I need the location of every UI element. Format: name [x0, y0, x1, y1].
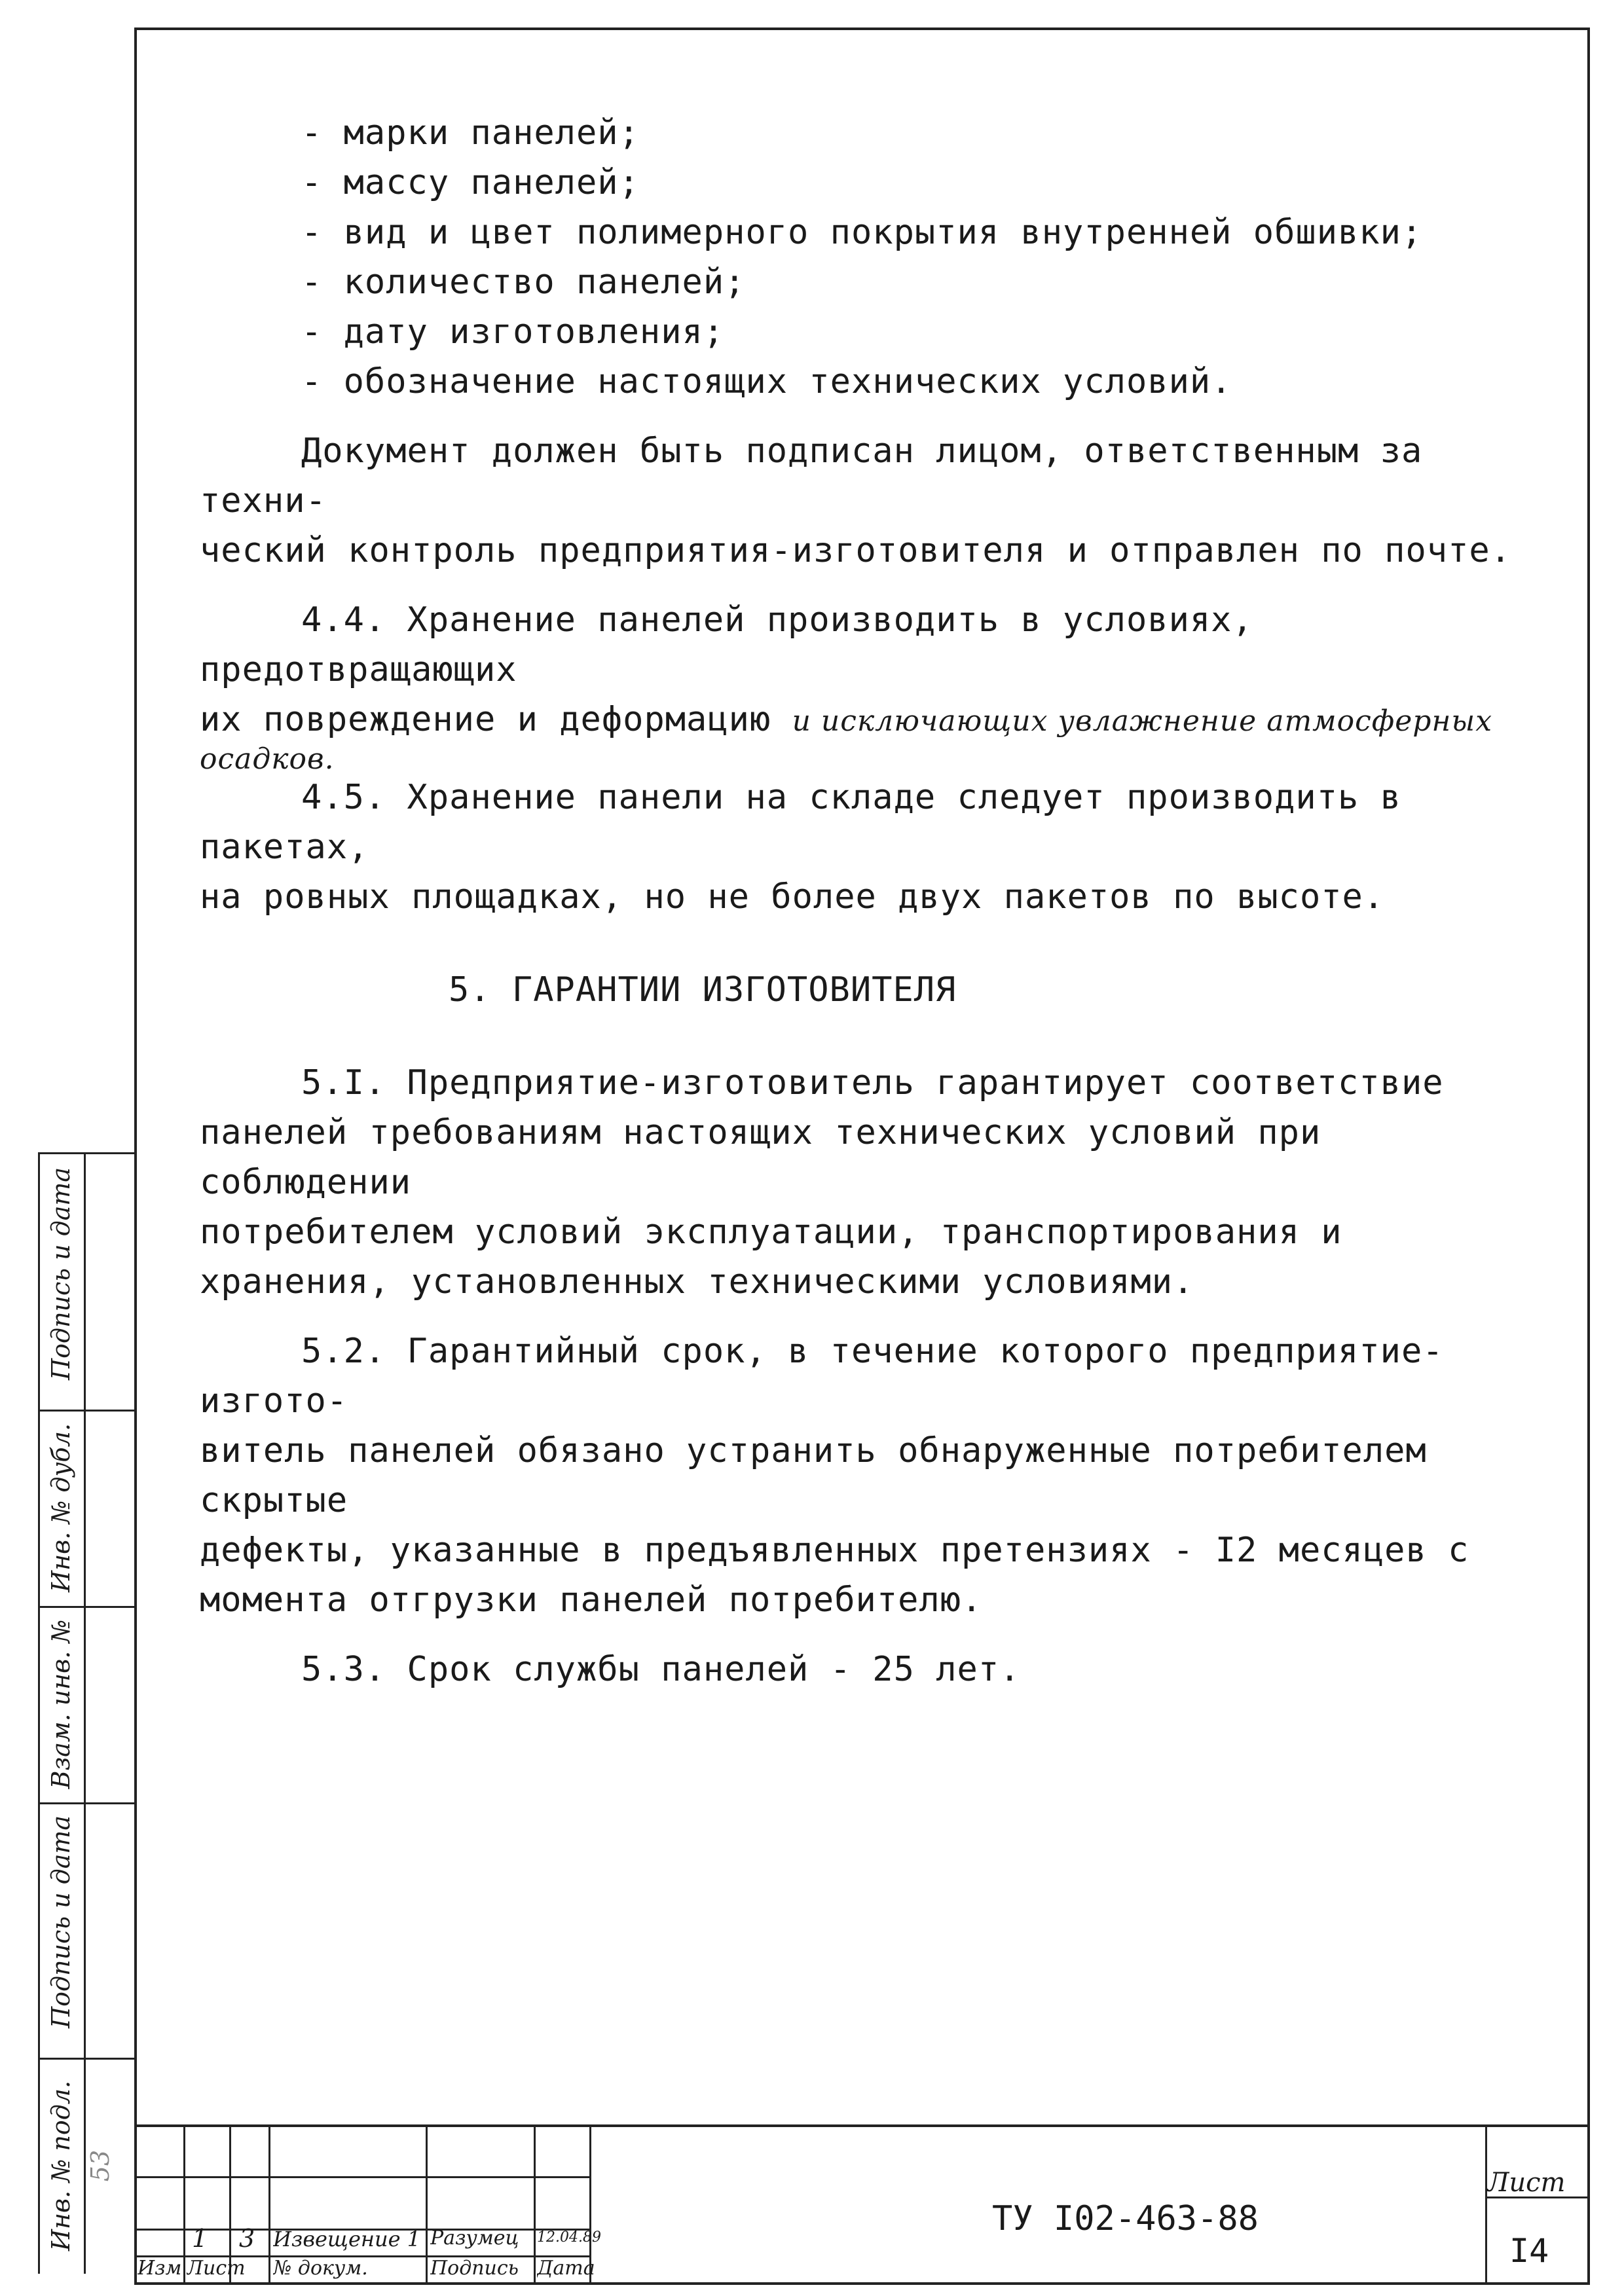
- side-label-inv-dup: Инв. № дубл.: [46, 1423, 75, 1593]
- side-label-inv-orig: Инв. № подл.: [46, 2080, 75, 2251]
- side-stamp: [38, 1152, 136, 2274]
- side-label-replacement-inv: Взам. инв. №: [46, 1619, 75, 1789]
- tb-signature-value: Разумец: [430, 2227, 519, 2250]
- title-block: [134, 2124, 1587, 2285]
- paragraph-line: потребителем условий эксплуатации, транспортирования и: [200, 1212, 1342, 1252]
- tb-header-sheet: Лист: [187, 2257, 246, 2280]
- list-item: - вид и цвет полимерного покрытия внутренней обшивки;: [301, 213, 1423, 252]
- tb-doc-value: Извещение 1: [273, 2227, 421, 2251]
- tb-date-value: 12.04.89: [537, 2229, 601, 2246]
- paragraph-line: момента отгрузки панелей потребителю.: [200, 1580, 983, 1620]
- paragraph-line: на ровных площадках, но не более двух пакетов по высоте.: [200, 877, 1385, 917]
- document-body: [200, 108, 1549, 1694]
- paragraph-line: 5.3. Срок службы панелей - 25 лет.: [301, 1650, 1021, 1689]
- list-item: - количество панелей;: [301, 263, 746, 302]
- sheet-number: I4: [1509, 2232, 1549, 2270]
- paragraph-line: ческий контроль предприятия-изготовителя и отправлен по почте.: [200, 531, 1512, 570]
- handwritten-addition: и исключающих увлажнение атмосферных: [792, 704, 1493, 738]
- tb-header-doc: № докум.: [273, 2257, 368, 2280]
- tb-header-date: Дата: [537, 2257, 595, 2280]
- list-item: - марки панелей;: [301, 113, 640, 153]
- paragraph-line: Документ должен быть подписан лицом, ответственным за техни-: [200, 431, 1423, 520]
- tb-header-change: Изм: [138, 2257, 182, 2280]
- section-heading: 5. ГАРАНТИИ ИЗГОТОВИТЕЛЯ: [449, 970, 957, 1010]
- document-code: ТУ I02-463-88: [992, 2199, 1259, 2238]
- list-item: - дату изготовления;: [301, 312, 725, 352]
- paragraph-line: [200, 695, 1549, 746]
- paragraph-line: витель панелей обязано устранить обнаруженные потребителем скрытые: [200, 1431, 1427, 1520]
- sheet-label: Лист: [1487, 2168, 1566, 2198]
- list-item: - массу панелей;: [301, 163, 640, 202]
- paragraph-line: 5.I. Предприятие-изготовитель гарантирует соответствие: [301, 1063, 1444, 1102]
- side-label-signature-date-2: Подпись и дата: [46, 1815, 75, 2028]
- tb-change-value: 1: [192, 2224, 208, 2253]
- paragraph-line: панелей требованиям настоящих технических условий при соблюдении: [200, 1113, 1321, 1202]
- side-inv-value: 53: [86, 2149, 115, 2182]
- handwritten-addition-cont: осадков.: [200, 742, 335, 776]
- paragraph-line: хранения, установленных техническими условиями.: [200, 1262, 1194, 1302]
- paragraph-line: дефекты, указанные в предъявленных претензиях - I2 месяцев с: [200, 1531, 1469, 1570]
- list-item: - обозначение настоящих технических условий.: [301, 362, 1232, 401]
- tb-sheet-value: 3: [239, 2224, 255, 2253]
- paragraph-line: 4.4. Хранение панелей производить в условиях, предотвращающих: [200, 600, 1253, 689]
- paragraph-text: их повреждение и деформацию: [200, 700, 771, 739]
- paragraph-line: 4.5. Хранение панели на складе следует производить в пакетах,: [200, 778, 1401, 867]
- paragraph-line: 5.2. Гарантийный срок, в течение которого предприятие-изгото-: [200, 1332, 1444, 1421]
- tb-header-signature: Подпись: [430, 2257, 519, 2280]
- side-label-signature-date: Подпись и дата: [46, 1167, 75, 1380]
